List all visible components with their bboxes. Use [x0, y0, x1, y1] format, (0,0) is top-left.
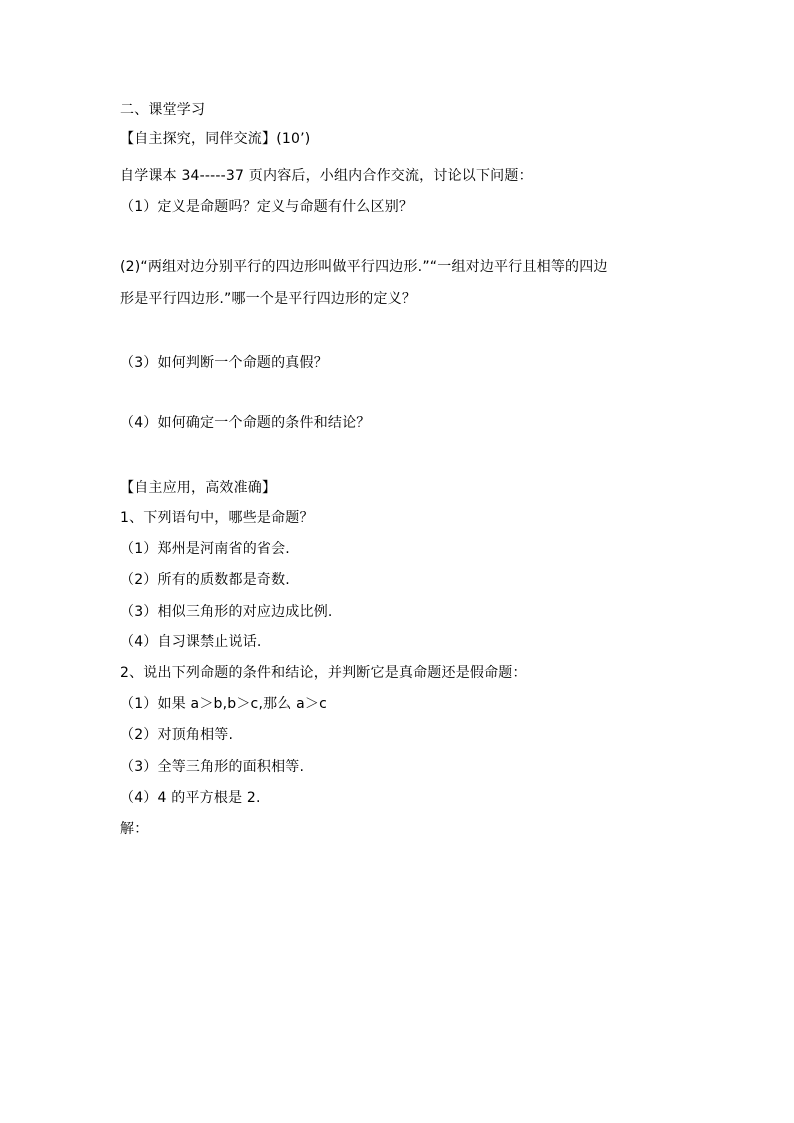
explore-heading: 【自主探究，同伴交流】(10’) — [120, 131, 311, 147]
apply-q2-item-2: （2）对顶角相等. — [120, 727, 234, 743]
explore-question-3: （3）如何判断一个命题的真假？ — [120, 355, 328, 371]
apply-q2-item-3: （3）全等三角形的面积相等. — [120, 759, 305, 775]
explore-question-4: （4）如何确定一个命题的条件和结论？ — [120, 415, 371, 431]
apply-q2-item-1: （1）如果 a＞b,b＞c,那么 a＞c — [120, 696, 328, 712]
explore-question-1: （1）定义是命题吗？定义与命题有什么区别？ — [120, 199, 414, 215]
apply-q1-item-2: （2）所有的质数都是奇数. — [120, 572, 290, 588]
apply-q2-item-4: （4）4 的平方根是 2. — [120, 790, 261, 806]
apply-heading: 【自主应用，高效准确】 — [120, 480, 277, 496]
answer-label: 解： — [120, 821, 149, 837]
apply-q1-item-1: （1）郑州是河南省的省会. — [120, 541, 290, 557]
apply-q1-prompt: 1、下列语句中，哪些是命题？ — [120, 510, 314, 526]
apply-q2-prompt: 2、说出下列命题的条件和结论，并判断它是真命题还是假命题： — [120, 665, 527, 681]
explore-question-2-line-1: (2)“两组对边分别平行的四边形叫做平行四边形.”“一组对边平行且相等的四边 — [120, 259, 608, 275]
explore-intro: 自学课本 34-----37 页内容后，小组内合作交流，讨论以下问题： — [120, 168, 533, 184]
apply-q1-item-4: （4）自习课禁止说话. — [120, 634, 262, 650]
explore-question-2-line-2: 形是平行四边形.”哪一个是平行四边形的定义？ — [120, 291, 417, 307]
apply-q1-item-3: （3）相似三角形的对应边成比例. — [120, 604, 333, 620]
section-title: 二、课堂学习 — [120, 102, 206, 118]
